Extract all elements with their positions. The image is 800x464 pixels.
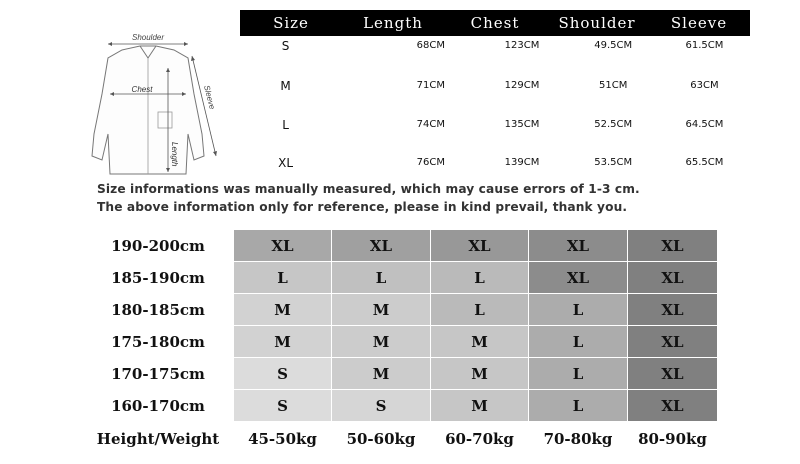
measurement-row	[240, 76, 750, 96]
header-chest: Chest	[470, 14, 520, 32]
measurement-table-header	[240, 10, 750, 36]
size-cell: M	[332, 294, 430, 325]
size-cell: L	[529, 294, 627, 325]
measurement-row	[240, 115, 750, 135]
chest-cell: 135CM	[504, 119, 540, 130]
size-cell: XL	[628, 358, 717, 389]
height-label: 175-180cm	[82, 326, 234, 357]
size-cell: M	[431, 326, 528, 357]
sleeve-cell: 65.5CM	[685, 157, 724, 168]
size-cell: M	[234, 326, 331, 357]
shoulder-cell: 51CM	[599, 80, 628, 91]
size-notes	[97, 180, 640, 216]
size-cell: L	[529, 358, 627, 389]
length-cell: 76CM	[416, 157, 445, 168]
length-cell: 71CM	[416, 80, 445, 91]
weight-label: 50-60kg	[332, 423, 430, 454]
height-label: 180-185cm	[82, 294, 234, 325]
size-cell: XL	[628, 390, 717, 421]
size-cell: XL	[628, 294, 717, 325]
header-size: Size	[273, 14, 309, 32]
grid-row	[82, 358, 717, 390]
size-cell: XL	[332, 230, 430, 261]
grid-row	[82, 390, 717, 422]
grid-row	[82, 294, 717, 326]
size-cell: XL	[278, 156, 294, 170]
size-cell: S	[281, 39, 290, 53]
size-cell: M	[234, 294, 331, 325]
size-cell: L	[234, 262, 331, 293]
weight-label: 45-50kg	[234, 423, 331, 454]
header-length: Length	[363, 14, 423, 32]
size-cell: XL	[234, 230, 331, 261]
grid-row	[82, 262, 717, 294]
grid-footer-row	[82, 423, 717, 455]
shoulder-label: Shoulder	[131, 33, 165, 42]
size-recommendation-grid	[82, 230, 717, 454]
size-cell: L	[431, 294, 528, 325]
size-cell: M	[280, 79, 291, 93]
shirt-measurement-diagram	[70, 24, 240, 184]
size-cell: L	[431, 262, 528, 293]
size-cell: XL	[628, 326, 717, 357]
size-cell: L	[529, 390, 627, 421]
size-cell: S	[234, 390, 331, 421]
size-cell: M	[431, 390, 528, 421]
weight-label: 70-80kg	[529, 423, 627, 454]
size-cell: XL	[628, 230, 717, 261]
weight-label: 80-90kg	[628, 423, 717, 454]
weight-label: 60-70kg	[431, 423, 528, 454]
chest-cell: 129CM	[504, 80, 540, 91]
chest-cell: 123CM	[504, 40, 540, 51]
size-cell: S	[332, 390, 430, 421]
size-cell: XL	[529, 262, 627, 293]
measurement-row	[240, 36, 750, 56]
note-line-2: The above information only for reference, please in kind prevail, thank you.	[97, 200, 628, 214]
grid-row	[82, 230, 717, 262]
size-cell: L	[332, 262, 430, 293]
height-label: 160-170cm	[82, 390, 234, 421]
header-shoulder: Shoulder	[558, 14, 636, 32]
size-cell: XL	[628, 262, 717, 293]
length-label: Length	[170, 142, 179, 167]
sleeve-cell: 64.5CM	[685, 119, 724, 130]
size-cell: M	[332, 326, 430, 357]
sleeve-cell: 63CM	[690, 80, 719, 91]
header-sleeve: Sleeve	[670, 14, 728, 32]
chest-label: Chest	[131, 85, 153, 94]
sleeve-cell: 61.5CM	[685, 40, 724, 51]
shoulder-cell: 49.5CM	[594, 40, 633, 51]
note-line-1: Size informations was manually measured, which may cause errors of 1-3 cm.	[97, 182, 640, 196]
shoulder-cell: 53.5CM	[594, 157, 633, 168]
length-cell: 68CM	[416, 40, 445, 51]
shoulder-cell: 52.5CM	[594, 119, 633, 130]
grid-row	[82, 326, 717, 358]
size-cell: M	[332, 358, 430, 389]
length-cell: 74CM	[416, 119, 445, 130]
height-label: 190-200cm	[82, 230, 234, 261]
height-weight-label: Height/Weight	[82, 423, 234, 454]
size-cell: L	[282, 118, 289, 132]
size-cell: XL	[529, 230, 627, 261]
height-label: 185-190cm	[82, 262, 234, 293]
size-cell: M	[431, 358, 528, 389]
sleeve-label: Sleeve	[202, 84, 217, 111]
size-cell: S	[234, 358, 331, 389]
size-cell: XL	[431, 230, 528, 261]
height-label: 170-175cm	[82, 358, 234, 389]
size-cell: L	[529, 326, 627, 357]
measurement-row	[240, 153, 750, 173]
chest-cell: 139CM	[504, 157, 540, 168]
